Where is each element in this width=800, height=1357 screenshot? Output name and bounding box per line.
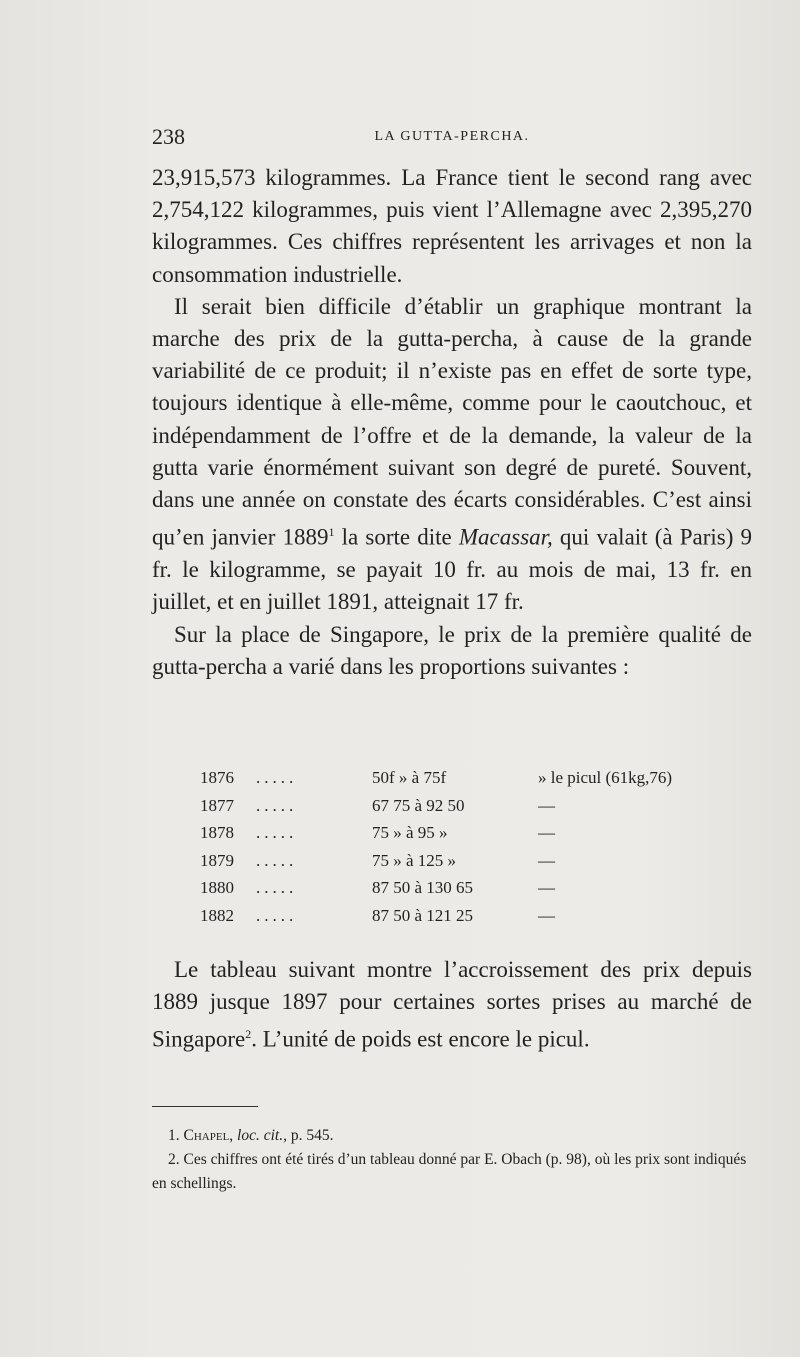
unit-note-cell: —	[538, 850, 555, 870]
macassar-term: Macassar,	[458, 524, 553, 550]
page-header	[152, 124, 752, 154]
price-range-cell: 75 » à 95 »	[372, 823, 448, 842]
running-title: LA GUTTA-PERCHA.	[374, 129, 530, 144]
table-row	[200, 902, 720, 930]
price-range-cell: 87 50 à 121 25	[372, 905, 474, 925]
footnote-ref-2: 2	[245, 1027, 252, 1042]
leader-dots: .....	[256, 795, 298, 815]
unit-note-cell: —	[538, 905, 555, 925]
price-table	[200, 764, 720, 929]
footnotes	[152, 1124, 752, 1196]
leader-dots: .....	[256, 850, 298, 870]
paragraph-2	[152, 291, 752, 619]
footnote-1-author: Chapel,	[183, 1127, 234, 1144]
footnote-ref-1: 1	[328, 525, 335, 540]
price-range-cell: 67 75 à 92 50	[372, 795, 465, 815]
unit-note-cell: —	[538, 795, 555, 815]
footnote-2: 2. Ces chiffres ont été tirés d’un tableau donné par E. Obach (p. 98), où les prix sont indiqués en schellings.	[152, 1151, 747, 1192]
main-text	[152, 162, 752, 683]
leader-dots: .....	[256, 878, 298, 897]
price-range-cell: 75 » à 125 »	[372, 850, 457, 870]
paragraph-2-text-b: la sorte dite	[334, 524, 459, 550]
paragraph-2-text-c: qui valait (à Paris) 9 fr. le kilogramme, se payait 10 fr. au mois de mai, 13 fr. en juillet, et en juillet 1891, atteignait 17 fr.	[152, 524, 752, 615]
table-row	[200, 819, 720, 847]
paragraph-2-text-a: Il serait bien difficile d’établir un graphique montrant la marche des prix de la gutta-percha, à cause de la grande variabilité de ce produit; il n’existe pas en effet de sorte type, toujours identique à elle-même, comme pour le caoutchouc, et indépendamment de l’offre et de la demande, la valeur de la gutta varie énormément suivant son degré de pureté. Souvent, dans une année on constate des écarts considérables. C’est ainsi qu’en janvier 1889	[152, 293, 752, 550]
year-cell: 1876	[200, 768, 234, 787]
unit-note-cell: —	[538, 823, 555, 842]
year-cell: 1879	[200, 850, 234, 870]
paragraph-4-text-b: . L’unité de poids est encore le picul.	[251, 1027, 590, 1053]
unit-note-cell: » le picul (61kg,76)	[538, 768, 673, 787]
table-row	[200, 874, 720, 902]
paragraph-3: Sur la place de Singapore, le prix de la première qualité de gutta-percha a varié dans les proportions suivantes :	[152, 621, 752, 679]
page-number: 238	[152, 124, 185, 149]
year-cell: 1882	[200, 905, 234, 925]
footnote-1	[152, 1124, 752, 1148]
year-cell: 1878	[200, 823, 234, 842]
paragraph-4-text-a: Le tableau suivant montre l’accroissement des prix depuis 1889 jusque 1897 pour certaines sortes prises au marché de Singapore	[152, 957, 752, 1053]
paragraph-4	[152, 954, 752, 1056]
footnote-1-number: 1.	[168, 1127, 180, 1144]
leader-dots: .....	[256, 823, 298, 842]
paragraph-1: 23,915,573 kilogrammes. La France tient le second rang avec 2,754,122 kilogrammes, puis vient l’Allemagne avec 2,395,270 kilogrammes. Ces chiffres représentent les arrivages et non la consommation industrielle.	[152, 165, 752, 287]
leader-dots: .....	[256, 905, 298, 925]
unit-note-cell: —	[538, 878, 555, 897]
footnote-divider	[152, 1106, 258, 1107]
leader-dots: .....	[256, 768, 298, 787]
footnote-1-page: p. 545.	[290, 1127, 334, 1144]
price-range-cell: 87 50 à 130 65	[372, 878, 474, 897]
price-range-cell: 50f » à 75f	[372, 768, 447, 787]
table-row	[200, 847, 720, 875]
year-cell: 1880	[200, 878, 234, 897]
table-row	[200, 764, 720, 792]
paragraph-4-text	[152, 954, 752, 1056]
year-cell: 1877	[200, 795, 234, 815]
table-row	[200, 792, 720, 820]
footnote-1-citation: loc. cit.,	[237, 1127, 287, 1144]
